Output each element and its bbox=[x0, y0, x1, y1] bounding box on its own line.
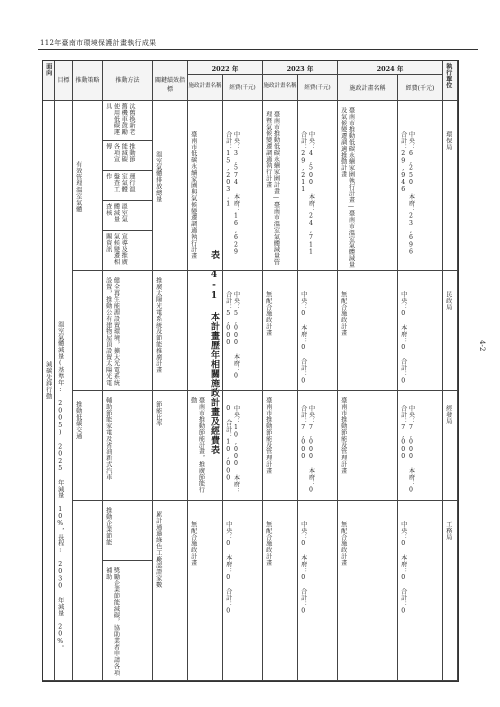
row1-method-3: 運行溫室氣體盤查工作 bbox=[103, 171, 153, 201]
budget-table bbox=[42, 60, 459, 682]
row2-budget-2024: 中央：0 本府：0 合計：0 bbox=[398, 271, 443, 391]
row1-method-5: 宣導及推廣氣候變遷相關資訊 bbox=[103, 231, 153, 271]
plan-name-2023-header: 施政計畫名稱 bbox=[263, 75, 298, 101]
row3-unit: 經發局 bbox=[443, 391, 458, 501]
row3-plan-2023: 臺南市推動節能及管理計畫 bbox=[263, 391, 298, 501]
page-number: 4-2 bbox=[478, 340, 486, 352]
goal-header: 目標 bbox=[55, 61, 73, 101]
domain-header: 面向 bbox=[43, 61, 55, 101]
row4-budget-2022: 中央：0 本府：0 合計：0 bbox=[223, 501, 263, 681]
row3-budget-2022: 中央：10,000 本府：0 合計：10,000 bbox=[223, 391, 263, 501]
header-rule bbox=[38, 49, 478, 50]
goal-cell: 溫室氣體減量(基準年: 2005) 2025 年減量 10%，長程: 2030 年減量 20%。 bbox=[55, 101, 73, 681]
row4-plan-2022: 無配合施政計畫 bbox=[188, 501, 223, 681]
row1-method-4: 溫室氣體減量查核 bbox=[103, 201, 153, 231]
row1-budget-2022: 中央：3,574 本府：16,629 合計：15,203.1 bbox=[223, 101, 263, 271]
row4-method-2: 獎勵企業節能減碳，協助業者申請各項補助 bbox=[103, 561, 153, 681]
budget-2024-header: 經費(千元) bbox=[398, 75, 443, 101]
row1-method-1: 汰舊換新老舊機車鼓勵使用低碳運具 bbox=[103, 101, 153, 141]
budget-2022-header: 經費(千元) bbox=[223, 75, 263, 101]
row3-plan-2022: 臺南市推動節能計畫，推廣節能行動 bbox=[188, 391, 223, 501]
row2-plan-2022 bbox=[188, 271, 223, 391]
budget-2023-header: 經費(千元) bbox=[298, 75, 338, 101]
row4-plan-2024: 無配合施政計畫 bbox=[338, 501, 398, 681]
kpi-header: 關鍵績效指標 bbox=[153, 61, 188, 101]
domain-cell: 減碳先鋒行動 bbox=[43, 101, 55, 681]
row2-plan-2023: 無配合施政計畫 bbox=[263, 271, 298, 391]
row4-method-1: 推動企業節能 bbox=[103, 501, 153, 561]
row1-budget-2024: 中央：6,250 本府：23,696 合計：29,946 bbox=[398, 101, 443, 271]
row1-strategy: 有效管理溫室氣體 bbox=[73, 101, 103, 271]
row1-plan-2022: 臺南市低碳永續家園與氣候變遷調適執行計畫 bbox=[188, 101, 223, 271]
method-header: 推動方法 bbox=[103, 61, 153, 101]
row4-strategy bbox=[73, 501, 103, 681]
year-2023-header: 2023 年 bbox=[263, 61, 338, 75]
row4-kpi: 累計通過綠色工廠認證家數 bbox=[153, 501, 188, 681]
row4-unit: 工務局 bbox=[443, 501, 458, 681]
row3-plan-2024: 臺南市推動節能及管理計畫 bbox=[338, 391, 398, 501]
row2-unit: 民政局 bbox=[443, 271, 458, 391]
row3-budget-2024: 中央：7,000 本府：0 合計：7,000 bbox=[398, 391, 443, 501]
row1-method-2: 推動節能減碳各項宣傳 bbox=[103, 141, 153, 171]
row2-plan-2024: 無配合施政計畫 bbox=[338, 271, 398, 391]
col-unit-header: 執行單位 bbox=[443, 61, 458, 101]
running-header: 112年臺南市環境保護計畫執行成果 bbox=[40, 39, 157, 47]
row1-plan-2023: 臺南市推動低碳永續家園計畫—臺南市溫室氣體減量管理暨氣候變遷調適執行計畫 bbox=[263, 101, 298, 271]
strategy-header: 推動策略 bbox=[73, 61, 103, 101]
plan-name-2022-header: 施政計畫名稱 bbox=[188, 75, 223, 101]
row3-kpi: 節能比率 bbox=[153, 391, 188, 501]
row3-budget-2023: 中央：7,000 本府：0 合計：7,000 bbox=[298, 391, 338, 501]
plan-name-2024-header: 施政計畫名稱 bbox=[338, 75, 398, 101]
row4-plan-2023: 無配合施政計畫 bbox=[263, 501, 298, 681]
row4-budget-2024: 中央：0 本府：0 合計：0 bbox=[398, 501, 443, 681]
row2-kpi: 推廣太陽光電系統及節能推廣計畫 bbox=[153, 271, 188, 391]
row3-method-1: 輔助節能家電及省油新式汽車 bbox=[103, 391, 153, 501]
row2-budget-2023: 中央：0 本府：0 合計：0 bbox=[298, 271, 338, 391]
row1-unit: 環保局 bbox=[443, 101, 458, 271]
year-2022-header: 2022 年 bbox=[188, 61, 263, 75]
row2-strategy bbox=[73, 271, 103, 391]
row1-budget-2023: 中央：4,500 本府：24,711 合計：29,211 bbox=[298, 101, 338, 271]
row2-method-1: 健全再生能源設置環境，擴大光電系統設置，推動公有建物屋頂設置太陽光電 bbox=[103, 271, 153, 391]
table-caption: 表 4-1 本計畫歷年相關施政計畫及經費表 bbox=[209, 250, 219, 455]
row2-budget-2022: 中央：5,000 本府：0 合計：5,000 bbox=[223, 271, 263, 391]
row4-budget-2023: 中央：0 本府：0 合計：0 bbox=[298, 501, 338, 681]
row1-kpi: 溫室氣體排放總量 bbox=[153, 101, 188, 271]
year-2024-header: 2024 年 bbox=[338, 61, 443, 75]
row3-strategy: 推動低碳交通 bbox=[73, 391, 103, 501]
row1-plan-2024: 臺南市推動低碳永續家園執行計畫—臺南市溫室氣體減量及氣候變遷調適推動計畫 bbox=[338, 101, 398, 271]
